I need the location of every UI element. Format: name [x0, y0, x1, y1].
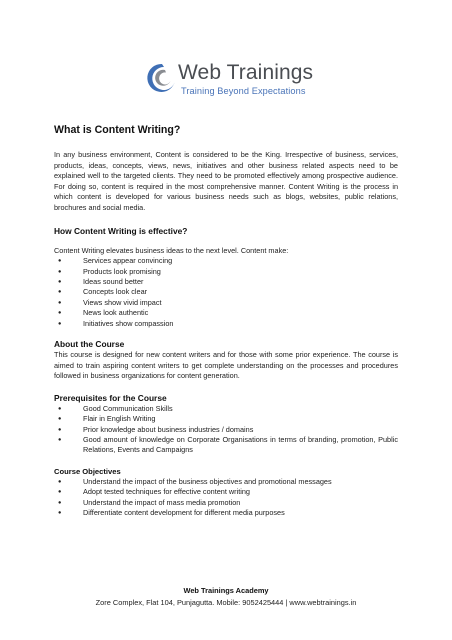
- about-heading: About the Course: [54, 339, 125, 349]
- effective-lead: Content Writing elevates business ideas to the next level. Content make:: [54, 245, 289, 255]
- list-item: ● Ideas sound better: [54, 277, 398, 287]
- list-item: ● Initiatives show compassion: [54, 319, 398, 329]
- page-footer: [0, 585, 452, 609]
- objectives-heading: Course Objectives: [54, 466, 121, 476]
- about-paragraph: This course is designed for new content writers and for those with some prior experience. The course is aimed to train aspiring content writers to get complete understanding on the processes and procedures followed in business organizations for content generation.: [54, 350, 398, 381]
- footer-company-name: Web Trainings Academy: [183, 586, 269, 595]
- list-item: ● Services appear convincing: [54, 256, 398, 266]
- list-item: ● Prior knowledge about business industries / domains: [54, 425, 398, 435]
- objectives-list: [54, 477, 398, 519]
- logo-swoosh-icon: [145, 61, 179, 95]
- document-body: [54, 124, 398, 518]
- list-item: ● News look authentic: [54, 308, 398, 318]
- list-item: ● Differentiate content development for different media purposes: [54, 508, 398, 518]
- intro-paragraph: In any business environment, Content is considered to be the King. Irrespective of business, services, products, ideas, concepts, views, news, initiatives and other business related aspects need to be explained well to the targeted clients. They need to be promoted effectively among prospective audience. For doing so, content is required in the most comprehensive manner. Content Writing is the process in which content is developed for various business needs such as blogs, websites, public relations, brochures and social media.: [54, 150, 398, 212]
- list-item: ● Understand the impact of the business objectives and promotional messages: [54, 477, 398, 487]
- list-item: ● Adopt tested techniques for effective content writing: [54, 487, 398, 497]
- list-item: ● Good amount of knowledge on Corporate Organisations in terms of branding, promotion, Public Relations, Events and Campaigns: [54, 435, 398, 456]
- list-item: ● Concepts look clear: [54, 287, 398, 297]
- footer-address: Zore Complex, Flat 104, Punjagutta. Mobile: 9052425444 | www.webtrainings.in: [95, 598, 357, 607]
- list-item: ● Understand the impact of mass media promotion: [54, 498, 398, 508]
- list-item: ● Good Communication Skills: [54, 404, 398, 414]
- list-item: ● Views show vivid impact: [54, 298, 398, 308]
- effective-list: [54, 256, 398, 329]
- company-logo: [145, 60, 315, 104]
- list-item: ● Products look promising: [54, 267, 398, 277]
- page-title: What is Content Writing?: [54, 124, 181, 136]
- prerequisites-heading: Prerequisites for the Course: [54, 392, 167, 403]
- effective-heading: How Content Writing is effective?: [54, 225, 188, 236]
- logo-tagline: Training Beyond Expectations: [181, 86, 306, 96]
- logo-name: Web Trainings: [178, 61, 314, 84]
- prerequisites-list: [54, 404, 398, 456]
- list-item: ● Flair in English Writing: [54, 414, 398, 424]
